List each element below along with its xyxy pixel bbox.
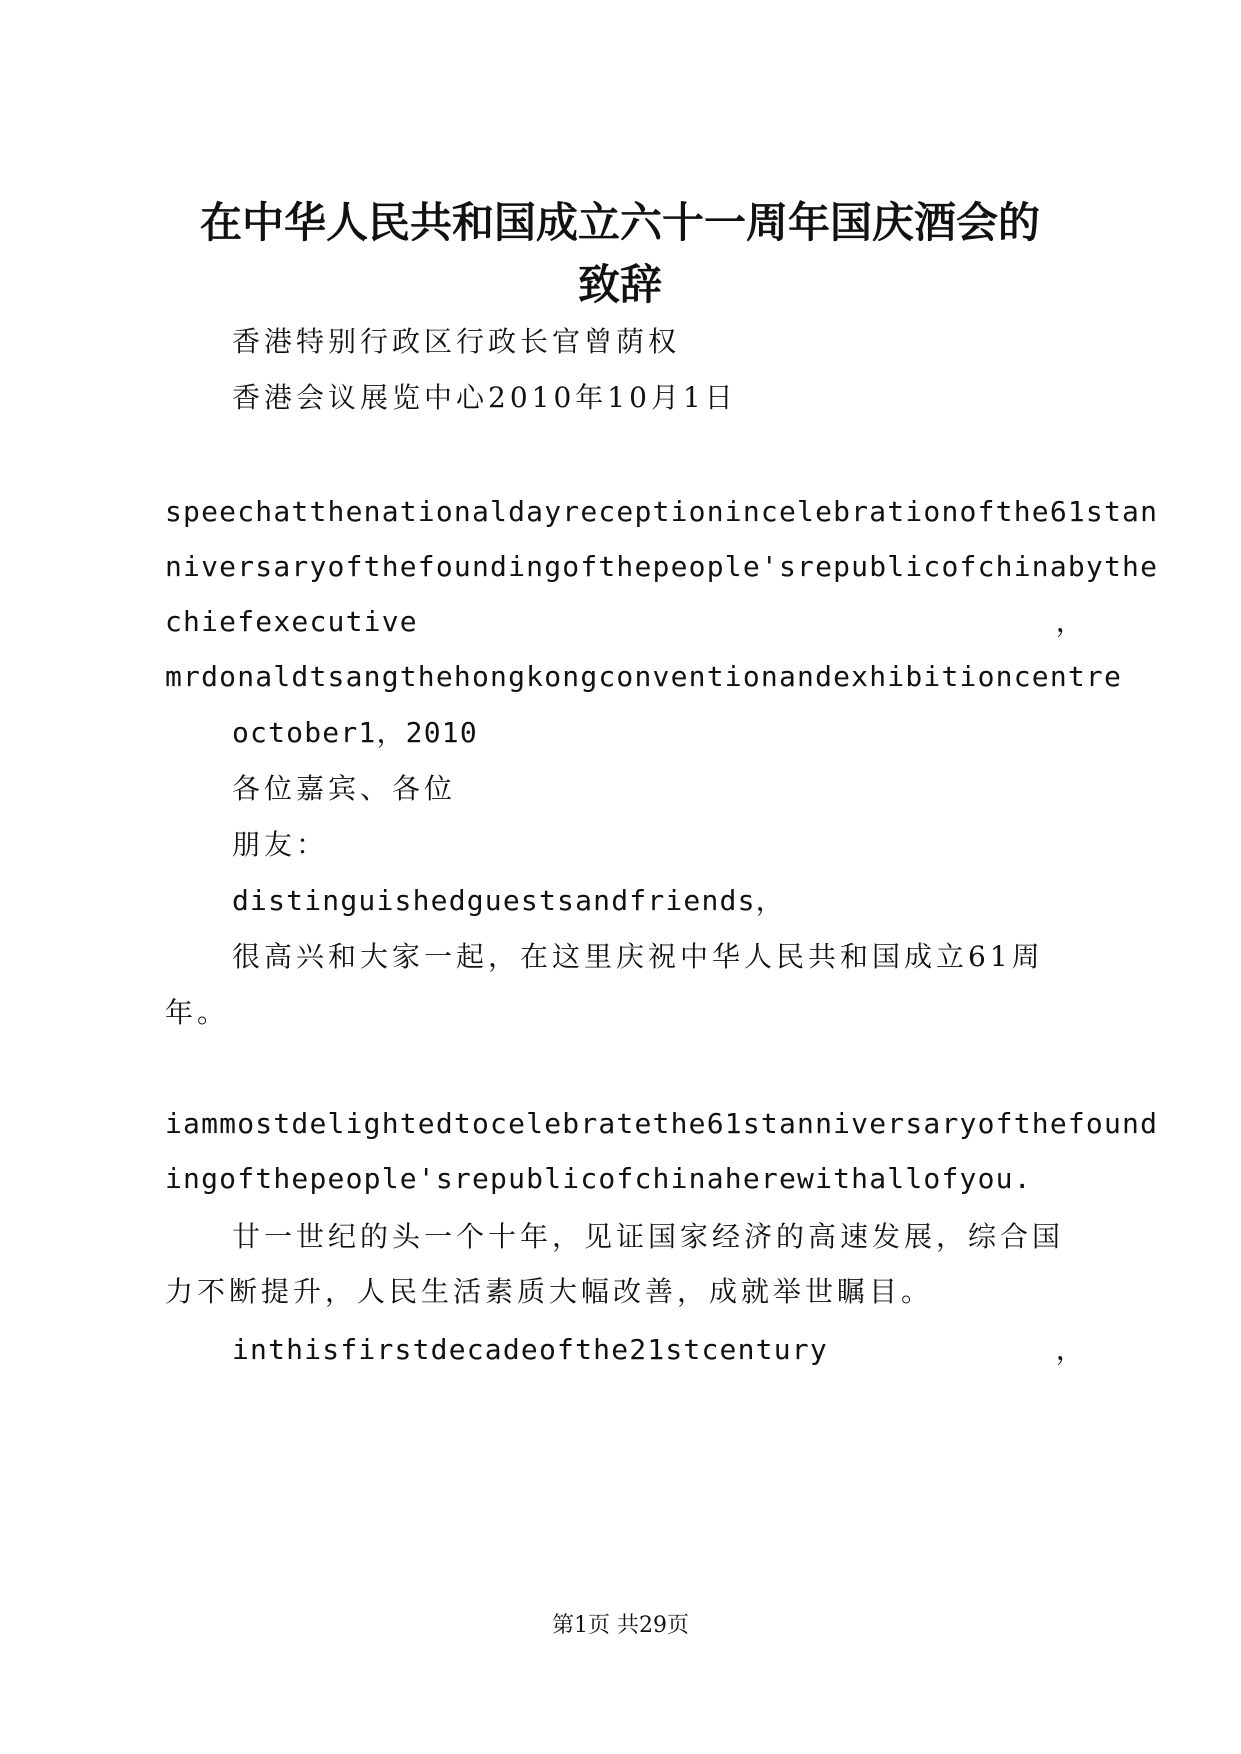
paragraph-2-en-text: inthisfirstdecadeofthe21stcentury [232, 1333, 828, 1366]
english-title-executive: chiefexecutive [165, 605, 418, 638]
paragraph-1-en-line-1: iammostdelightedtocelebratethe61stanniversaryofthefound [165, 1107, 1159, 1140]
english-title-line-3 [165, 602, 1085, 642]
english-title-comma: ， [1055, 605, 1085, 638]
venue-date-line: 香港会议展览中心2010年10月1日 [232, 381, 737, 414]
page-footer: 第1页 共29页 [552, 1613, 689, 1638]
english-title-line-2: niversaryofthefoundingofthepeople'srepublicofchinabythe [165, 550, 1159, 583]
paragraph-1-en-line-2: ingofthepeople'srepublicofchinaherewithallofyou. [165, 1162, 1032, 1195]
paragraph-2-en-comma: ， [1055, 1333, 1085, 1366]
greeting-en-line: distinguishedguestsandfriends， [232, 884, 785, 917]
paragraph-2-cn-line-1: 廿一世纪的头一个十年，见证国家经济的高速发展，综合国 [232, 1220, 1065, 1253]
paragraph-1-cn-line-2: 年。 [165, 996, 230, 1029]
english-date-line: october1，2010 [232, 716, 478, 749]
paragraph-1-cn-line-1: 很高兴和大家一起，在这里庆祝中华人民共和国成立61周 [232, 940, 1044, 973]
greeting-cn-line-1: 各位嘉宾、各位 [232, 772, 457, 805]
paragraph-2-en-line-1 [232, 1330, 1085, 1370]
greeting-cn-line-2: 朋友： [232, 828, 329, 861]
document-title-line-2: 致辞 [577, 260, 662, 309]
english-title-line-1: speechatthenationaldayreceptionincelebrationofthe61stan [165, 495, 1159, 528]
paragraph-2-cn-line-2: 力不断提升，人民生活素质大幅改善，成就举世瞩目。 [165, 1275, 934, 1308]
english-title-line-4: mrdonaldtsangthehongkongconventionandexhibitioncentre [165, 660, 1123, 693]
author-line: 香港特别行政区行政长官曾荫权 [232, 325, 681, 358]
document-title-line-1: 在中华人民共和国成立六十一周年国庆酒会的 [199, 198, 1040, 247]
